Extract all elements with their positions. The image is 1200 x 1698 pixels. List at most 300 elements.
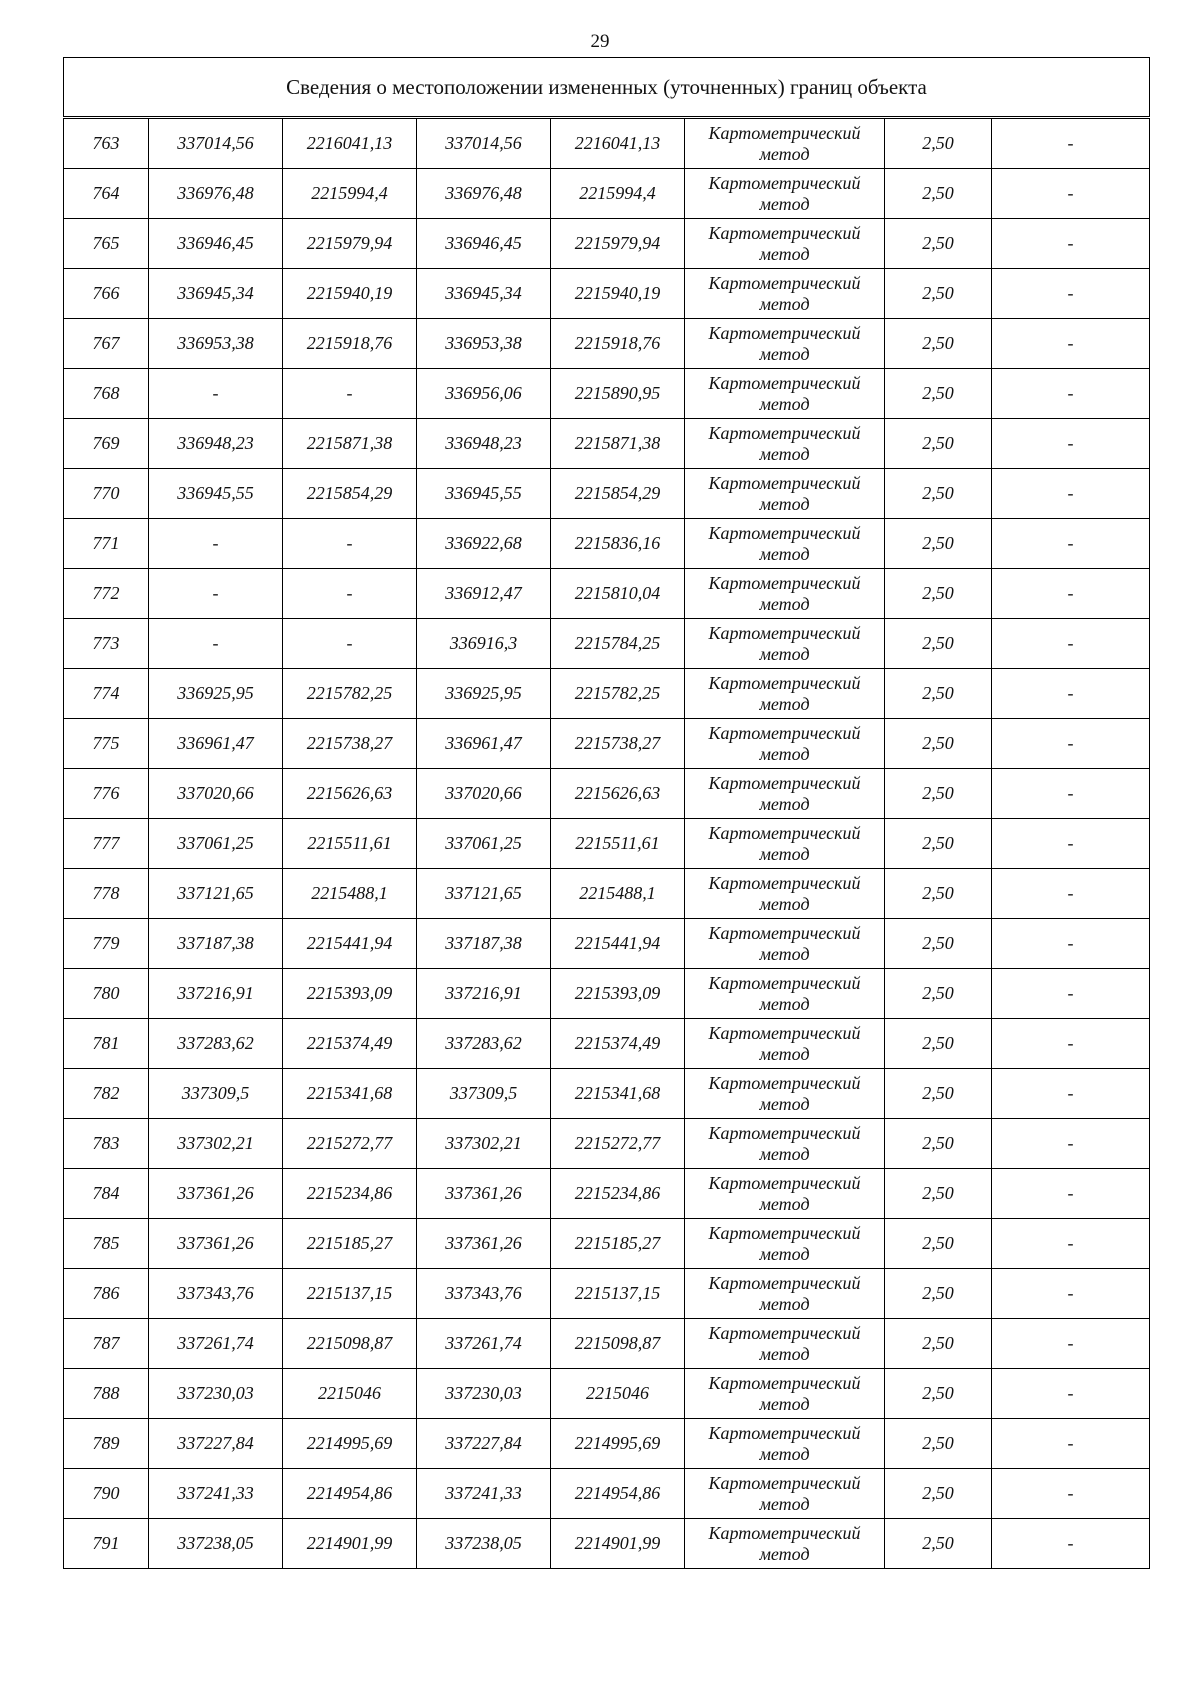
- method-line-2: метод: [759, 1293, 810, 1314]
- x-existing-cell: 337238,05: [149, 1519, 283, 1569]
- x-existing-cell: 337283,62: [149, 1019, 283, 1069]
- x-existing-cell: 337187,38: [149, 919, 283, 969]
- accuracy-cell: 2,50: [885, 569, 992, 619]
- method-line-2: метод: [759, 443, 810, 464]
- description-cell: -: [992, 369, 1150, 419]
- y-new-cell: 2215854,29: [551, 469, 685, 519]
- x-existing-cell: 337227,84: [149, 1419, 283, 1469]
- method-line-1: Картометрический: [708, 522, 861, 543]
- method-cell: [685, 1019, 885, 1069]
- method-cell: [685, 569, 885, 619]
- y-new-cell: 2215185,27: [551, 1219, 685, 1269]
- description-cell: -: [992, 118, 1150, 169]
- method-cell: [685, 169, 885, 219]
- x-new-cell: 337361,26: [417, 1169, 551, 1219]
- method-line-1: Картометрический: [708, 372, 861, 393]
- method-line-1: Картометрический: [708, 672, 861, 693]
- point-number-cell: 788: [64, 1369, 149, 1419]
- y-existing-cell: -: [283, 519, 417, 569]
- method-line-1: Картометрический: [708, 872, 861, 893]
- method-line-2: метод: [759, 493, 810, 514]
- method-cell: [685, 1169, 885, 1219]
- point-number-cell: 770: [64, 469, 149, 519]
- method-line-2: метод: [759, 143, 810, 164]
- description-cell: -: [992, 1119, 1150, 1169]
- method-line-2: метод: [759, 193, 810, 214]
- table-row: [64, 569, 1150, 619]
- method-cell: [685, 669, 885, 719]
- accuracy-cell: 2,50: [885, 519, 992, 569]
- table-row: [64, 1169, 1150, 1219]
- table-row: [64, 519, 1150, 569]
- table-row: [64, 219, 1150, 269]
- x-new-cell: 337343,76: [417, 1269, 551, 1319]
- method-line-1: Картометрический: [708, 1322, 861, 1343]
- accuracy-cell: 2,50: [885, 1419, 992, 1469]
- y-existing-cell: -: [283, 569, 417, 619]
- description-cell: -: [992, 1319, 1150, 1369]
- y-existing-cell: -: [283, 369, 417, 419]
- point-number-cell: 787: [64, 1319, 149, 1369]
- x-existing-cell: -: [149, 519, 283, 569]
- table-row: [64, 719, 1150, 769]
- accuracy-cell: 2,50: [885, 969, 992, 1019]
- table-row: [64, 1519, 1150, 1569]
- y-new-cell: 2215994,4: [551, 169, 685, 219]
- x-existing-cell: 336948,23: [149, 419, 283, 469]
- table-row: [64, 1219, 1150, 1269]
- description-cell: -: [992, 669, 1150, 719]
- point-number-cell: 774: [64, 669, 149, 719]
- description-cell: -: [992, 1269, 1150, 1319]
- y-existing-cell: 2215441,94: [283, 919, 417, 969]
- accuracy-cell: 2,50: [885, 269, 992, 319]
- y-new-cell: 2215374,49: [551, 1019, 685, 1069]
- method-line-1: Картометрический: [708, 572, 861, 593]
- y-new-cell: 2215626,63: [551, 769, 685, 819]
- method-line-1: Картометрический: [708, 1422, 861, 1443]
- x-existing-cell: 336945,34: [149, 269, 283, 319]
- y-new-cell: 2215810,04: [551, 569, 685, 619]
- method-line-1: Картометрический: [708, 1472, 861, 1493]
- method-cell: [685, 519, 885, 569]
- method-line-2: метод: [759, 943, 810, 964]
- y-existing-cell: 2215098,87: [283, 1319, 417, 1369]
- y-existing-cell: 2215185,27: [283, 1219, 417, 1269]
- method-line-2: метод: [759, 993, 810, 1014]
- description-cell: -: [992, 1369, 1150, 1419]
- x-existing-cell: 337309,5: [149, 1069, 283, 1119]
- x-existing-cell: 336945,55: [149, 469, 283, 519]
- y-existing-cell: 2215511,61: [283, 819, 417, 869]
- table-row: [64, 869, 1150, 919]
- x-new-cell: 337230,03: [417, 1369, 551, 1419]
- x-existing-cell: 336925,95: [149, 669, 283, 719]
- x-new-cell: 336948,23: [417, 419, 551, 469]
- method-line-1: Картометрический: [708, 122, 861, 143]
- x-new-cell: 337238,05: [417, 1519, 551, 1569]
- page-number: 29: [590, 31, 610, 52]
- x-existing-cell: 337020,66: [149, 769, 283, 819]
- y-new-cell: 2215393,09: [551, 969, 685, 1019]
- accuracy-cell: 2,50: [885, 1519, 992, 1569]
- x-new-cell: 337014,56: [417, 118, 551, 169]
- y-existing-cell: 2215137,15: [283, 1269, 417, 1319]
- y-existing-cell: 2215940,19: [283, 269, 417, 319]
- y-existing-cell: 2215374,49: [283, 1019, 417, 1069]
- table-title: Сведения о местоположении измененных (уточненных) границ объекта: [64, 58, 1150, 118]
- description-cell: -: [992, 319, 1150, 369]
- y-new-cell: 2215738,27: [551, 719, 685, 769]
- x-existing-cell: -: [149, 369, 283, 419]
- method-cell: [685, 1469, 885, 1519]
- point-number-cell: 779: [64, 919, 149, 969]
- accuracy-cell: 2,50: [885, 1369, 992, 1419]
- method-line-2: метод: [759, 343, 810, 364]
- y-new-cell: 2214901,99: [551, 1519, 685, 1569]
- method-line-1: Картометрический: [708, 322, 861, 343]
- y-existing-cell: 2215046: [283, 1369, 417, 1419]
- y-existing-cell: 2214954,86: [283, 1469, 417, 1519]
- y-new-cell: 2215341,68: [551, 1069, 685, 1119]
- y-new-cell: 2215137,15: [551, 1269, 685, 1319]
- method-line-1: Картометрический: [708, 1172, 861, 1193]
- description-cell: -: [992, 1069, 1150, 1119]
- point-number-cell: 790: [64, 1469, 149, 1519]
- description-cell: -: [992, 719, 1150, 769]
- method-line-1: Картометрический: [708, 172, 861, 193]
- y-new-cell: 2214954,86: [551, 1469, 685, 1519]
- y-new-cell: 2215234,86: [551, 1169, 685, 1219]
- y-new-cell: 2215098,87: [551, 1319, 685, 1369]
- table-row: [64, 269, 1150, 319]
- description-cell: -: [992, 619, 1150, 669]
- boundary-table: [63, 57, 1150, 1569]
- point-number-cell: 768: [64, 369, 149, 419]
- x-existing-cell: 337361,26: [149, 1219, 283, 1269]
- y-new-cell: 2215272,77: [551, 1119, 685, 1169]
- x-new-cell: 337227,84: [417, 1419, 551, 1469]
- y-existing-cell: 2215782,25: [283, 669, 417, 719]
- method-line-2: метод: [759, 1143, 810, 1164]
- method-line-1: Картометрический: [708, 972, 861, 993]
- x-existing-cell: 337230,03: [149, 1369, 283, 1419]
- table-row: [64, 1069, 1150, 1119]
- table-row: [64, 1419, 1150, 1469]
- table-row: [64, 419, 1150, 469]
- point-number-cell: 769: [64, 419, 149, 469]
- description-cell: -: [992, 1419, 1150, 1469]
- description-cell: -: [992, 219, 1150, 269]
- table-row: [64, 919, 1150, 969]
- table-row: [64, 369, 1150, 419]
- accuracy-cell: 2,50: [885, 219, 992, 269]
- method-line-1: Картометрический: [708, 922, 861, 943]
- point-number-cell: 777: [64, 819, 149, 869]
- method-line-2: метод: [759, 1393, 810, 1414]
- x-existing-cell: 336976,48: [149, 169, 283, 219]
- point-number-cell: 784: [64, 1169, 149, 1219]
- method-line-2: метод: [759, 843, 810, 864]
- table-row: [64, 1469, 1150, 1519]
- point-number-cell: 791: [64, 1519, 149, 1569]
- x-existing-cell: 337241,33: [149, 1469, 283, 1519]
- y-existing-cell: 2215341,68: [283, 1069, 417, 1119]
- accuracy-cell: 2,50: [885, 1069, 992, 1119]
- x-existing-cell: 337361,26: [149, 1169, 283, 1219]
- method-line-2: метод: [759, 693, 810, 714]
- method-cell: [685, 469, 885, 519]
- x-new-cell: 337216,91: [417, 969, 551, 1019]
- table-row: [64, 469, 1150, 519]
- x-new-cell: 337061,25: [417, 819, 551, 869]
- y-new-cell: 2215918,76: [551, 319, 685, 369]
- x-new-cell: 337361,26: [417, 1219, 551, 1269]
- x-new-cell: 336945,55: [417, 469, 551, 519]
- description-cell: -: [992, 769, 1150, 819]
- point-number-cell: 786: [64, 1269, 149, 1319]
- method-line-1: Картометрический: [708, 1122, 861, 1143]
- method-line-1: Картометрический: [708, 722, 861, 743]
- accuracy-cell: 2,50: [885, 169, 992, 219]
- y-new-cell: 2215979,94: [551, 219, 685, 269]
- point-number-cell: 789: [64, 1419, 149, 1469]
- accuracy-cell: 2,50: [885, 1169, 992, 1219]
- method-line-2: метод: [759, 1543, 810, 1564]
- accuracy-cell: 2,50: [885, 1319, 992, 1369]
- method-line-2: метод: [759, 593, 810, 614]
- accuracy-cell: 2,50: [885, 719, 992, 769]
- table-row: [64, 1019, 1150, 1069]
- method-line-1: Картометрический: [708, 422, 861, 443]
- description-cell: -: [992, 1169, 1150, 1219]
- y-existing-cell: -: [283, 619, 417, 669]
- x-new-cell: 337187,38: [417, 919, 551, 969]
- method-line-1: Картометрический: [708, 1522, 861, 1543]
- description-cell: -: [992, 419, 1150, 469]
- point-number-cell: 776: [64, 769, 149, 819]
- method-line-1: Картометрический: [708, 1072, 861, 1093]
- x-new-cell: 337309,5: [417, 1069, 551, 1119]
- method-line-2: метод: [759, 643, 810, 664]
- accuracy-cell: 2,50: [885, 919, 992, 969]
- y-existing-cell: 2215854,29: [283, 469, 417, 519]
- x-new-cell: 337241,33: [417, 1469, 551, 1519]
- accuracy-cell: 2,50: [885, 1269, 992, 1319]
- method-cell: [685, 619, 885, 669]
- y-existing-cell: 2215918,76: [283, 319, 417, 369]
- method-line-1: Картометрический: [708, 1272, 861, 1293]
- method-line-1: Картометрический: [708, 1022, 861, 1043]
- method-cell: [685, 1369, 885, 1419]
- description-cell: -: [992, 569, 1150, 619]
- y-new-cell: 2215940,19: [551, 269, 685, 319]
- method-cell: [685, 1319, 885, 1369]
- method-cell: [685, 1119, 885, 1169]
- method-line-1: Картометрический: [708, 272, 861, 293]
- method-cell: [685, 1069, 885, 1119]
- y-new-cell: 2215890,95: [551, 369, 685, 419]
- accuracy-cell: 2,50: [885, 1469, 992, 1519]
- y-new-cell: 2215488,1: [551, 869, 685, 919]
- table-row: [64, 118, 1150, 169]
- method-line-1: Картометрический: [708, 1222, 861, 1243]
- x-new-cell: 336953,38: [417, 319, 551, 369]
- method-cell: [685, 269, 885, 319]
- x-new-cell: 337121,65: [417, 869, 551, 919]
- x-new-cell: 336916,3: [417, 619, 551, 669]
- accuracy-cell: 2,50: [885, 1119, 992, 1169]
- x-existing-cell: 336961,47: [149, 719, 283, 769]
- y-new-cell: 2215871,38: [551, 419, 685, 469]
- x-existing-cell: 337261,74: [149, 1319, 283, 1369]
- description-cell: -: [992, 869, 1150, 919]
- method-line-2: метод: [759, 1343, 810, 1364]
- description-cell: -: [992, 469, 1150, 519]
- x-existing-cell: -: [149, 569, 283, 619]
- point-number-cell: 771: [64, 519, 149, 569]
- y-existing-cell: 2215234,86: [283, 1169, 417, 1219]
- method-cell: [685, 1519, 885, 1569]
- y-new-cell: 2216041,13: [551, 118, 685, 169]
- method-line-2: метод: [759, 293, 810, 314]
- point-number-cell: 765: [64, 219, 149, 269]
- point-number-cell: 781: [64, 1019, 149, 1069]
- method-line-1: Картометрический: [708, 772, 861, 793]
- y-new-cell: 2215784,25: [551, 619, 685, 669]
- accuracy-cell: 2,50: [885, 669, 992, 719]
- y-new-cell: 2215782,25: [551, 669, 685, 719]
- method-line-2: метод: [759, 1043, 810, 1064]
- method-line-2: метод: [759, 1093, 810, 1114]
- method-cell: [685, 869, 885, 919]
- point-number-cell: 775: [64, 719, 149, 769]
- method-cell: [685, 118, 885, 169]
- x-existing-cell: 336953,38: [149, 319, 283, 369]
- accuracy-cell: 2,50: [885, 469, 992, 519]
- table-row: [64, 1369, 1150, 1419]
- x-existing-cell: 337061,25: [149, 819, 283, 869]
- method-cell: [685, 369, 885, 419]
- point-number-cell: 780: [64, 969, 149, 1019]
- x-new-cell: 336956,06: [417, 369, 551, 419]
- y-existing-cell: 2215488,1: [283, 869, 417, 919]
- method-line-1: Картометрический: [708, 822, 861, 843]
- method-cell: [685, 319, 885, 369]
- y-new-cell: 2215441,94: [551, 919, 685, 969]
- y-existing-cell: 2215393,09: [283, 969, 417, 1019]
- description-cell: -: [992, 969, 1150, 1019]
- point-number-cell: 773: [64, 619, 149, 669]
- table-row: [64, 169, 1150, 219]
- table-row: [64, 769, 1150, 819]
- description-cell: -: [992, 1219, 1150, 1269]
- method-line-2: метод: [759, 793, 810, 814]
- table-row: [64, 1119, 1150, 1169]
- table-row: [64, 819, 1150, 869]
- point-number-cell: 782: [64, 1069, 149, 1119]
- accuracy-cell: 2,50: [885, 619, 992, 669]
- y-new-cell: 2214995,69: [551, 1419, 685, 1469]
- table-row: [64, 669, 1150, 719]
- method-line-2: метод: [759, 893, 810, 914]
- y-new-cell: 2215511,61: [551, 819, 685, 869]
- x-new-cell: 337020,66: [417, 769, 551, 819]
- table-row: [64, 1319, 1150, 1369]
- method-line-2: метод: [759, 743, 810, 764]
- accuracy-cell: 2,50: [885, 419, 992, 469]
- x-new-cell: 337261,74: [417, 1319, 551, 1369]
- method-cell: [685, 719, 885, 769]
- x-existing-cell: 337302,21: [149, 1119, 283, 1169]
- x-new-cell: 336961,47: [417, 719, 551, 769]
- description-cell: -: [992, 1469, 1150, 1519]
- method-cell: [685, 419, 885, 469]
- method-line-1: Картометрический: [708, 622, 861, 643]
- method-cell: [685, 769, 885, 819]
- point-number-cell: 767: [64, 319, 149, 369]
- description-cell: -: [992, 169, 1150, 219]
- accuracy-cell: 2,50: [885, 1219, 992, 1269]
- x-new-cell: 336922,68: [417, 519, 551, 569]
- y-existing-cell: 2216041,13: [283, 118, 417, 169]
- method-line-1: Картометрический: [708, 472, 861, 493]
- table-row: [64, 1269, 1150, 1319]
- x-new-cell: 336912,47: [417, 569, 551, 619]
- method-line-2: метод: [759, 1443, 810, 1464]
- y-existing-cell: 2215979,94: [283, 219, 417, 269]
- y-existing-cell: 2215272,77: [283, 1119, 417, 1169]
- accuracy-cell: 2,50: [885, 118, 992, 169]
- description-cell: -: [992, 819, 1150, 869]
- x-new-cell: 336945,34: [417, 269, 551, 319]
- method-cell: [685, 219, 885, 269]
- method-cell: [685, 1269, 885, 1319]
- method-cell: [685, 819, 885, 869]
- point-number-cell: 764: [64, 169, 149, 219]
- accuracy-cell: 2,50: [885, 819, 992, 869]
- x-new-cell: 337283,62: [417, 1019, 551, 1069]
- y-existing-cell: 2215626,63: [283, 769, 417, 819]
- accuracy-cell: 2,50: [885, 769, 992, 819]
- method-cell: [685, 969, 885, 1019]
- point-number-cell: 778: [64, 869, 149, 919]
- y-existing-cell: 2214995,69: [283, 1419, 417, 1469]
- y-existing-cell: 2214901,99: [283, 1519, 417, 1569]
- x-existing-cell: -: [149, 619, 283, 669]
- x-new-cell: 336946,45: [417, 219, 551, 269]
- point-number-cell: 763: [64, 118, 149, 169]
- method-cell: [685, 1419, 885, 1469]
- x-existing-cell: 337216,91: [149, 969, 283, 1019]
- method-cell: [685, 919, 885, 969]
- table-row: [64, 619, 1150, 669]
- x-new-cell: 337302,21: [417, 1119, 551, 1169]
- description-cell: -: [992, 1519, 1150, 1569]
- point-number-cell: 772: [64, 569, 149, 619]
- x-existing-cell: 336946,45: [149, 219, 283, 269]
- y-new-cell: 2215046: [551, 1369, 685, 1419]
- point-number-cell: 783: [64, 1119, 149, 1169]
- accuracy-cell: 2,50: [885, 869, 992, 919]
- x-existing-cell: 337343,76: [149, 1269, 283, 1319]
- x-new-cell: 336925,95: [417, 669, 551, 719]
- y-existing-cell: 2215871,38: [283, 419, 417, 469]
- method-cell: [685, 1219, 885, 1269]
- accuracy-cell: 2,50: [885, 1019, 992, 1069]
- method-line-1: Картометрический: [708, 1372, 861, 1393]
- point-number-cell: 766: [64, 269, 149, 319]
